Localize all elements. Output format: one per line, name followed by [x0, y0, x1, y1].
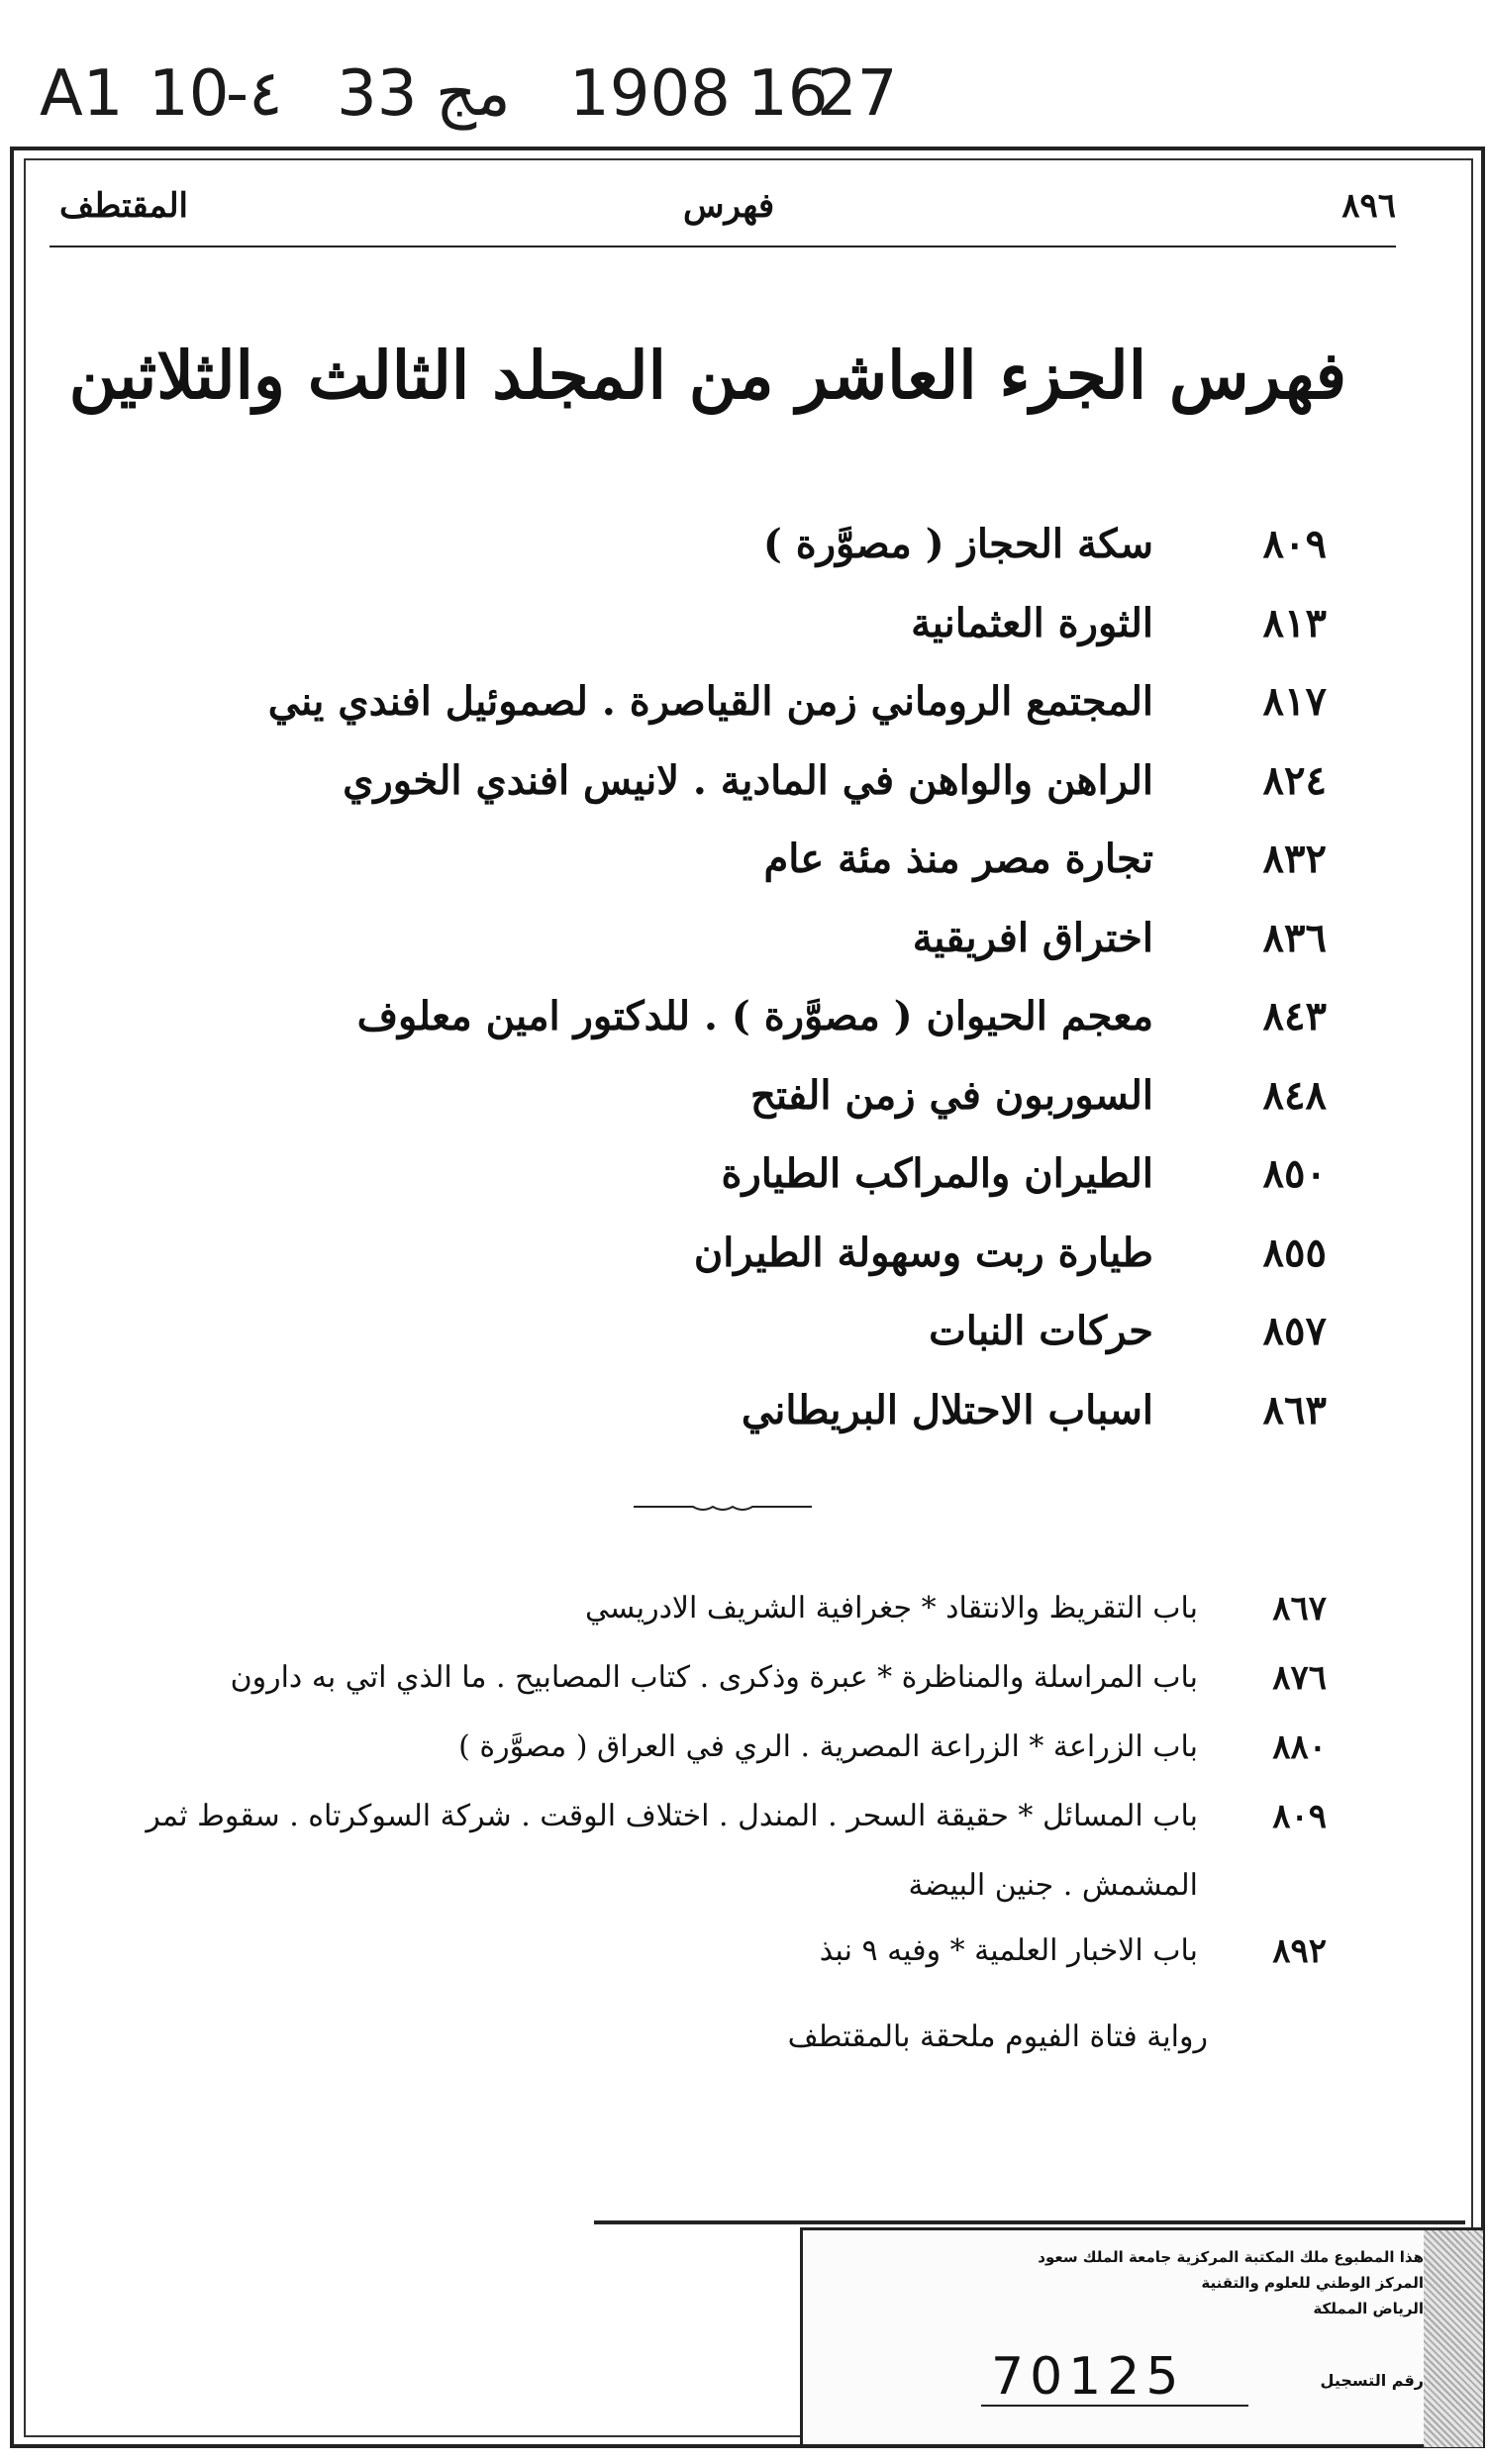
list-item: [119, 899, 1327, 978]
stamp-registration-number: 70125: [991, 2347, 1185, 2407]
entry-page: ٨٤٣: [1262, 993, 1327, 1039]
stamp-text: [869, 2244, 1424, 2321]
supplement-note: رواية فتاة الفيوم ملحقة بالمقتطف: [787, 2020, 1208, 2054]
section-page: ٨٦٧: [1272, 1589, 1327, 1628]
note-part: 27: [817, 57, 898, 131]
list-item: [119, 977, 1327, 1056]
entry-title: الثورة العثمانية: [911, 599, 1153, 646]
entry-title: طيارة ربت وسهولة الطيران: [693, 1229, 1153, 1276]
page-number: ٨٩٦: [1341, 186, 1396, 226]
list-item: [99, 1643, 1327, 1713]
list-item: [119, 505, 1327, 584]
entry-title: الطيران والمراكب الطيارة: [721, 1150, 1153, 1197]
bottom-rule: [594, 2220, 1465, 2224]
entry-title: المجتمع الروماني زمن القياصرة . لصموئيل افندي يني: [267, 678, 1153, 725]
section-title: المشمش . جنين البيضة: [908, 1868, 1198, 1903]
list-item: [99, 1574, 1327, 1643]
section-page: ٨٧٦: [1272, 1658, 1327, 1698]
entry-page: ٨٥٠: [1262, 1150, 1327, 1197]
entry-title: الراهن والواهن في المادية . لانيس افندي الخوري: [343, 756, 1153, 804]
entry-page: ٨٠٩: [1262, 521, 1327, 567]
stamp-edge-texture: [1424, 2230, 1483, 2447]
entry-page: ٨٢٤: [1262, 756, 1327, 804]
entry-page: ٨٤٨: [1262, 1071, 1327, 1119]
list-item: [119, 741, 1327, 821]
section-label: فهرس: [683, 186, 775, 226]
note-part: 33: [337, 57, 418, 131]
page-title: فهرس الجزء العاشر من المجلد الثالث والثلاثين: [68, 337, 1346, 414]
list-item: [119, 662, 1327, 741]
entry-page: ٨١٣: [1262, 599, 1327, 646]
list-item-continuation: [99, 1851, 1327, 1917]
section-page: ٨٠٩: [1272, 1797, 1327, 1836]
note-part: -٤: [226, 57, 283, 131]
stamp-line: الرياض المملكة: [1313, 2300, 1424, 2317]
section-title: باب المسائل * حقيقة السحر . المندل . اختلاف الوقت . شركة السوكرتاه . سقوط ثمر: [146, 1799, 1198, 1833]
running-head: [50, 186, 1396, 246]
entry-title: اختراق افريقية: [912, 914, 1153, 961]
note-part: 1908: [569, 57, 731, 131]
note-part: مج: [436, 57, 511, 131]
section-title: باب الزراعة * الزراعة المصرية . الري في العراق ( مصوَّرة ): [458, 1729, 1198, 1764]
list-item: [119, 820, 1327, 899]
stamp-underline: [981, 2405, 1248, 2407]
stamp-line: المركز الوطني للعلوم والتقنية: [1201, 2274, 1424, 2292]
list-item: [119, 584, 1327, 663]
section-title: باب المراسلة والمناظرة * عبرة وذكرى . كتاب المصابيح . ما الذي اتي به دارون: [230, 1660, 1198, 1695]
entry-title: السوربون في زمن الفتح: [750, 1071, 1153, 1119]
list-item: [99, 1782, 1327, 1851]
note-part: 10: [149, 57, 230, 131]
section-title: باب التقريظ والانتقاد * جغرافية الشريف الادريسي: [584, 1591, 1198, 1626]
entry-title: حركات النبات: [929, 1308, 1153, 1354]
list-item: [119, 1056, 1327, 1135]
entry-page: ٨١٧: [1262, 678, 1327, 725]
note-part: 16: [747, 57, 829, 131]
entry-page: ٨٥٥: [1262, 1229, 1327, 1276]
entry-page: ٨٦٣: [1262, 1386, 1327, 1433]
list-item: [99, 1917, 1327, 1986]
handwritten-shelf-note: [0, 57, 1489, 147]
entry-page: ٨٣٢: [1262, 836, 1327, 882]
list-item: [99, 1713, 1327, 1782]
stamp-registration-label: رقم التسجيل: [1320, 2371, 1424, 2390]
note-part: A1: [40, 57, 124, 131]
stamp-line: هذا المطبوع ملك المكتبة المركزية جامعة الملك سعود: [1038, 2248, 1424, 2266]
journal-name: المقتطف: [59, 186, 189, 226]
header-rule: [50, 246, 1396, 247]
list-item: [119, 1292, 1327, 1371]
entry-page: ٨٥٧: [1262, 1308, 1327, 1354]
list-item: [119, 1371, 1327, 1450]
entry-title: سكة الحجاز ( مصوَّرة ): [762, 521, 1153, 567]
section-page: ٨٨٠: [1272, 1727, 1327, 1767]
list-item: [119, 1214, 1327, 1293]
section-title: باب الاخبار العلمية * وفيه ٩ نبذ: [819, 1933, 1198, 1968]
entry-page: ٨٣٦: [1262, 914, 1327, 961]
section-page: ٨٩٢: [1272, 1931, 1327, 1971]
department-list: [99, 1574, 1327, 1986]
entry-title: تجارة مصر منذ مئة عام: [763, 836, 1153, 882]
article-list: [119, 505, 1327, 1449]
list-item: [119, 1134, 1327, 1214]
ornamental-separator: [634, 1503, 812, 1515]
entry-title: اسباب الاحتلال البريطاني: [741, 1386, 1153, 1433]
library-stamp: [800, 2227, 1483, 2447]
entry-title: معجم الحيوان ( مصوَّرة ) . للدكتور امين معلوف: [356, 993, 1153, 1039]
